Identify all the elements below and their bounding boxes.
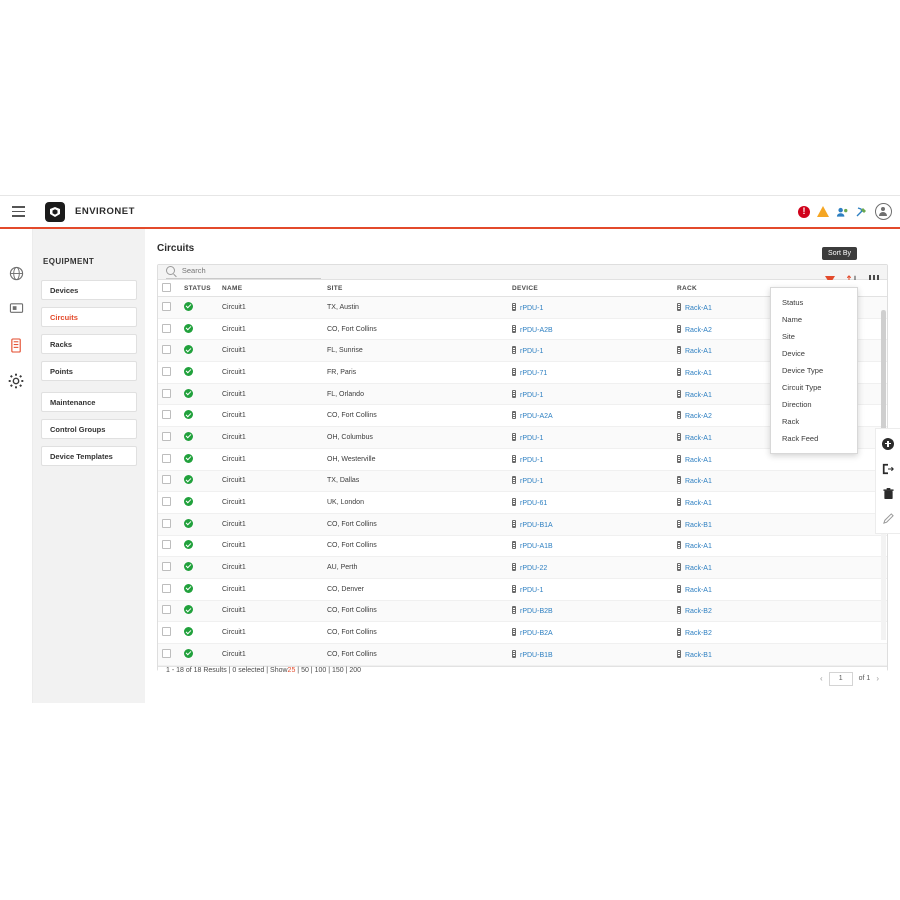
- device-link[interactable]: rPDU-61: [520, 500, 548, 508]
- row-checkbox[interactable]: [162, 540, 171, 549]
- device-link[interactable]: rPDU-1: [520, 391, 544, 399]
- row-checkbox[interactable]: [162, 345, 171, 354]
- row-status-cell: [180, 578, 218, 600]
- row-status-cell: [180, 297, 218, 319]
- row-status-cell: [180, 405, 218, 427]
- menu-icon[interactable]: [5, 199, 31, 225]
- search-icon: [166, 266, 175, 275]
- row-status-cell: [180, 600, 218, 622]
- status-ok-icon: [184, 302, 193, 311]
- rack-icon: [677, 585, 681, 593]
- circuits-panel: [157, 250, 888, 684]
- column-header-name[interactable]: NAME: [218, 280, 323, 297]
- action-bar: [875, 428, 900, 534]
- sort-menu-item-status[interactable]: Status: [782, 298, 804, 307]
- row-device-cell[interactable]: [508, 492, 673, 514]
- sidebar-item-maintenance[interactable]: [41, 392, 137, 412]
- application-window: [0, 195, 900, 701]
- row-name-cell: Circuit1: [218, 622, 323, 644]
- row-device-cell[interactable]: [508, 383, 673, 405]
- row-select-cell[interactable]: [158, 535, 180, 557]
- row-device-cell[interactable]: [508, 644, 673, 666]
- row-select-cell[interactable]: [158, 405, 180, 427]
- device-link[interactable]: rPDU-B1A: [520, 521, 553, 529]
- rack-icon: [677, 650, 681, 658]
- row-checkbox[interactable]: [162, 389, 171, 398]
- status-ok-icon: [184, 345, 193, 354]
- row-checkbox[interactable]: [162, 497, 171, 506]
- sidebar-item-devices[interactable]: [41, 280, 137, 300]
- row-name-cell: Circuit1: [218, 405, 323, 427]
- rack-icon: [677, 520, 681, 528]
- row-select-cell[interactable]: [158, 557, 180, 579]
- sidebar-item-control-groups[interactable]: [41, 419, 137, 439]
- row-device-cell[interactable]: [508, 405, 673, 427]
- row-site-cell: OH, Columbus: [323, 427, 508, 449]
- device-icon: [512, 520, 516, 528]
- device-icon: [512, 498, 516, 506]
- row-select-cell[interactable]: [158, 318, 180, 340]
- device-icon: [512, 433, 516, 441]
- icon-rail: [0, 229, 33, 703]
- row-site-cell: TX, Dallas: [323, 470, 508, 492]
- device-link[interactable]: rPDU-A2B: [520, 326, 553, 334]
- main-content: [145, 229, 900, 703]
- row-status-cell: [180, 644, 218, 666]
- row-device-cell[interactable]: [508, 513, 673, 535]
- row-select-cell[interactable]: [158, 427, 180, 449]
- row-status-cell: [180, 427, 218, 449]
- row-device-cell[interactable]: [508, 622, 673, 644]
- page-size-sep-4: |: [343, 666, 350, 674]
- row-device-cell[interactable]: [508, 427, 673, 449]
- row-select-cell[interactable]: [158, 513, 180, 535]
- row-device-cell[interactable]: [508, 578, 673, 600]
- sort-menu-item-device-type[interactable]: Device Type: [782, 366, 824, 375]
- row-rack-cell[interactable]: [673, 600, 887, 622]
- page-count-label: of 1: [858, 675, 871, 683]
- row-select-cell[interactable]: [158, 492, 180, 514]
- add-icon[interactable]: [882, 437, 895, 450]
- device-link[interactable]: rPDU-1: [520, 434, 544, 442]
- rack-link[interactable]: Rack-A1: [685, 543, 712, 551]
- status-ok-icon: [184, 584, 193, 593]
- sidebar: [33, 229, 145, 703]
- rack-icon: [677, 563, 681, 571]
- device-icon: [512, 411, 516, 419]
- row-checkbox[interactable]: [162, 367, 171, 376]
- device-icon: [512, 563, 516, 571]
- rack-link[interactable]: Rack-A1: [685, 478, 712, 486]
- rack-link[interactable]: Rack-A1: [685, 391, 712, 399]
- sidebar-item-device-templates[interactable]: [41, 446, 137, 466]
- device-icon: [512, 346, 516, 354]
- warning-icon[interactable]: [817, 206, 829, 217]
- device-icon: [512, 541, 516, 549]
- row-site-cell: FR, Paris: [323, 362, 508, 384]
- device-link[interactable]: rPDU-1: [520, 456, 544, 464]
- status-ok-icon: [184, 497, 193, 506]
- row-status-cell: [180, 383, 218, 405]
- row-rack-cell[interactable]: [673, 578, 887, 600]
- row-checkbox[interactable]: [162, 324, 171, 333]
- row-name-cell: Circuit1: [218, 448, 323, 470]
- rack-link[interactable]: Rack-B1: [685, 651, 712, 659]
- rack-icon: [677, 346, 681, 354]
- device-link[interactable]: rPDU-71: [520, 369, 548, 377]
- sort-by-tooltip: Sort By: [822, 247, 857, 260]
- row-select-cell[interactable]: [158, 383, 180, 405]
- row-status-cell: [180, 535, 218, 557]
- status-ok-icon: [184, 519, 193, 528]
- row-name-cell: Circuit1: [218, 513, 323, 535]
- rack-link[interactable]: Rack-A1: [685, 348, 712, 356]
- row-site-cell: UK, London: [323, 492, 508, 514]
- row-status-cell: [180, 340, 218, 362]
- rail-item-equipment[interactable]: [7, 336, 25, 354]
- rack-icon: [677, 411, 681, 419]
- row-checkbox[interactable]: [162, 649, 171, 658]
- rack-link[interactable]: Rack-A1: [685, 500, 712, 508]
- row-status-cell: [180, 492, 218, 514]
- row-rack-cell[interactable]: [673, 622, 887, 644]
- edit-icon[interactable]: [882, 512, 895, 525]
- rack-link[interactable]: Rack-A1: [685, 586, 712, 594]
- row-checkbox[interactable]: [162, 410, 171, 419]
- rail-item-monitor[interactable]: [7, 300, 25, 318]
- device-icon: [512, 390, 516, 398]
- rack-icon: [677, 390, 681, 398]
- row-status-cell: [180, 622, 218, 644]
- page-size-50[interactable]: 50: [301, 666, 309, 674]
- row-site-cell: CO, Fort Collins: [323, 535, 508, 557]
- row-device-cell[interactable]: [508, 535, 673, 557]
- table-footer: [158, 666, 887, 684]
- table-row[interactable]: [158, 535, 887, 557]
- column-header-site[interactable]: SITE: [323, 280, 508, 297]
- pagination: [820, 667, 879, 691]
- row-rack-cell[interactable]: [673, 557, 887, 579]
- device-icon: [512, 368, 516, 376]
- device-link[interactable]: rPDU-B1B: [520, 651, 553, 659]
- row-device-cell[interactable]: [508, 557, 673, 579]
- sort-by-menu[interactable]: [770, 287, 858, 454]
- rack-icon: [677, 606, 681, 614]
- row-checkbox[interactable]: [162, 584, 171, 593]
- results-summary: 1 - 18 of 18 Results | 0 selected | Show: [166, 666, 288, 674]
- logo-icon: [45, 202, 65, 222]
- row-site-cell: CO, Fort Collins: [323, 405, 508, 427]
- device-link[interactable]: rPDU-A2A: [520, 413, 553, 421]
- search-input[interactable]: [180, 265, 321, 276]
- sort-menu-item-rack[interactable]: Rack: [782, 417, 800, 426]
- status-ok-icon: [184, 367, 193, 376]
- rack-icon: [677, 628, 681, 636]
- table-row[interactable]: [158, 600, 887, 622]
- sidebar-item-label: Racks: [50, 339, 73, 349]
- row-checkbox[interactable]: [162, 627, 171, 636]
- page-size-150[interactable]: 150: [331, 666, 344, 674]
- status-ok-icon: [184, 649, 193, 658]
- row-select-cell[interactable]: [158, 297, 180, 319]
- row-checkbox[interactable]: [162, 475, 171, 484]
- row-rack-cell[interactable]: [673, 644, 887, 666]
- page-size-sep-2: |: [308, 666, 315, 674]
- device-icon: [512, 303, 516, 311]
- page-size-25[interactable]: 25: [287, 666, 296, 674]
- row-device-cell[interactable]: [508, 600, 673, 622]
- device-icon: [512, 628, 516, 636]
- rack-icon: [677, 433, 681, 441]
- rack-link[interactable]: Rack-A1: [685, 434, 712, 442]
- table-row[interactable]: [158, 578, 887, 600]
- rack-icon: [677, 303, 681, 311]
- row-name-cell: Circuit1: [218, 600, 323, 622]
- row-select-cell[interactable]: [158, 622, 180, 644]
- status-ok-icon: [184, 324, 193, 333]
- row-name-cell: Circuit1: [218, 297, 323, 319]
- row-select-cell[interactable]: [158, 600, 180, 622]
- device-icon: [512, 650, 516, 658]
- app-body: [0, 229, 900, 703]
- rack-icon: [677, 368, 681, 376]
- rack-link[interactable]: Rack-A1: [685, 304, 712, 312]
- row-device-cell[interactable]: [508, 297, 673, 319]
- table-row[interactable]: [158, 622, 887, 644]
- device-link[interactable]: rPDU-1: [520, 304, 544, 312]
- table-row[interactable]: [158, 470, 887, 492]
- sidebar-item-label: Control Groups: [50, 424, 106, 434]
- sort-menu-item-device[interactable]: Device: [782, 349, 805, 358]
- row-name-cell: Circuit1: [218, 535, 323, 557]
- row-select-cell[interactable]: [158, 448, 180, 470]
- sidebar-item-label: Device Templates: [50, 451, 113, 461]
- row-site-cell: FL, Sunrise: [323, 340, 508, 362]
- row-status-cell: [180, 362, 218, 384]
- row-select-cell[interactable]: [158, 362, 180, 384]
- table-row[interactable]: [158, 557, 887, 579]
- device-icon: [512, 585, 516, 593]
- row-name-cell: Circuit1: [218, 362, 323, 384]
- row-name-cell: Circuit1: [218, 340, 323, 362]
- rack-link[interactable]: Rack-A1: [685, 369, 712, 377]
- delete-icon[interactable]: [882, 487, 895, 500]
- row-site-cell: FL, Orlando: [323, 383, 508, 405]
- users-icon[interactable]: [836, 206, 849, 218]
- rail-item-globe[interactable]: [7, 264, 25, 282]
- row-select-cell[interactable]: [158, 644, 180, 666]
- device-link[interactable]: rPDU-22: [520, 565, 548, 573]
- next-page-button[interactable]: ›: [876, 674, 879, 684]
- sort-menu-item-site[interactable]: Site: [782, 332, 795, 341]
- column-header-device[interactable]: DEVICE: [508, 280, 673, 297]
- row-status-cell: [180, 448, 218, 470]
- column-header-status[interactable]: STATUS: [180, 280, 218, 297]
- rack-link[interactable]: Rack-A1: [685, 565, 712, 573]
- status-ok-icon: [184, 454, 193, 463]
- top-bar: [0, 196, 900, 229]
- row-rack-cell[interactable]: [673, 492, 887, 514]
- brand-title: ENVIRONET: [75, 206, 135, 217]
- table-row[interactable]: [158, 513, 887, 535]
- sort-menu-item-name[interactable]: Name: [782, 315, 803, 324]
- status-ok-icon: [184, 475, 193, 484]
- sort-menu-item-circuit-type[interactable]: Circuit Type: [782, 383, 822, 392]
- table-toolbar: [158, 250, 887, 280]
- row-device-cell[interactable]: [508, 318, 673, 340]
- rack-link[interactable]: Rack-A2: [685, 326, 712, 334]
- device-link[interactable]: rPDU-1: [520, 348, 544, 356]
- sidebar-item-label: Points: [50, 366, 73, 376]
- sidebar-item-label: Devices: [50, 285, 79, 295]
- sort-menu-item-direction[interactable]: Direction: [782, 400, 812, 409]
- page-size-200[interactable]: 200: [349, 666, 362, 674]
- row-select-cell[interactable]: [158, 578, 180, 600]
- row-site-cell: AU, Perth: [323, 557, 508, 579]
- device-icon: [512, 455, 516, 463]
- tools-icon[interactable]: [856, 206, 868, 218]
- table-row[interactable]: [158, 492, 887, 514]
- rack-link[interactable]: Rack-B2: [685, 630, 712, 638]
- page-size-sep-3: |: [326, 666, 332, 674]
- row-site-cell: TX, Austin: [323, 297, 508, 319]
- status-ok-icon: [184, 605, 193, 614]
- row-status-cell: [180, 318, 218, 340]
- sidebar-item-label: Maintenance: [50, 397, 96, 407]
- status-ok-icon: [184, 432, 193, 441]
- row-rack-cell[interactable]: [673, 470, 887, 492]
- row-rack-cell[interactable]: [673, 535, 887, 557]
- row-checkbox[interactable]: [162, 432, 171, 441]
- table-row[interactable]: [158, 644, 887, 666]
- status-ok-icon: [184, 410, 193, 419]
- row-device-cell[interactable]: [508, 362, 673, 384]
- device-icon: [512, 476, 516, 484]
- row-rack-cell[interactable]: [673, 513, 887, 535]
- row-site-cell: CO, Fort Collins: [323, 318, 508, 340]
- row-site-cell: CO, Denver: [323, 578, 508, 600]
- error-icon[interactable]: [798, 206, 810, 218]
- row-site-cell: CO, Fort Collins: [323, 600, 508, 622]
- row-select-cell[interactable]: [158, 470, 180, 492]
- rack-icon: [677, 325, 681, 333]
- rack-link[interactable]: Rack-A2: [685, 413, 712, 421]
- row-site-cell: CO, Fort Collins: [323, 622, 508, 644]
- status-ok-icon: [184, 562, 193, 571]
- row-status-cell: [180, 470, 218, 492]
- device-link[interactable]: rPDU-B2A: [520, 630, 553, 638]
- sidebar-title: EQUIPMENT: [43, 257, 95, 266]
- device-link[interactable]: rPDU-1: [520, 586, 544, 594]
- page-number-input[interactable]: 1: [829, 672, 853, 686]
- page-title: Circuits: [157, 243, 195, 254]
- row-name-cell: Circuit1: [218, 318, 323, 340]
- rack-icon: [677, 541, 681, 549]
- status-ok-icon: [184, 627, 193, 636]
- device-link[interactable]: rPDU-A1B: [520, 543, 553, 551]
- search-box[interactable]: [166, 265, 321, 279]
- row-name-cell: Circuit1: [218, 383, 323, 405]
- row-name-cell: Circuit1: [218, 470, 323, 492]
- row-checkbox[interactable]: [162, 562, 171, 571]
- rail-item-settings[interactable]: [7, 372, 25, 390]
- row-device-cell[interactable]: [508, 470, 673, 492]
- export-icon[interactable]: [882, 462, 895, 475]
- rack-icon: [677, 455, 681, 463]
- sidebar-item-label: Circuits: [50, 312, 78, 322]
- page-size-100[interactable]: 100: [314, 666, 327, 674]
- rack-link[interactable]: Rack-A1: [685, 456, 712, 464]
- device-link[interactable]: rPDU-1: [520, 478, 544, 486]
- row-checkbox[interactable]: [162, 302, 171, 311]
- row-site-cell: CO, Fort Collins: [323, 644, 508, 666]
- row-status-cell: [180, 513, 218, 535]
- page-size-sep-1: |: [295, 666, 302, 674]
- account-icon[interactable]: [875, 203, 892, 220]
- top-bar-actions: [798, 196, 892, 227]
- status-ok-icon: [184, 389, 193, 398]
- status-ok-icon: [184, 540, 193, 549]
- sidebar-item-points[interactable]: [41, 361, 137, 381]
- rack-icon: [677, 476, 681, 484]
- rack-icon: [677, 498, 681, 506]
- column-header-rack[interactable]: RACK: [673, 280, 887, 297]
- row-name-cell: Circuit1: [218, 578, 323, 600]
- prev-page-button[interactable]: ‹: [819, 674, 823, 684]
- row-site-cell: CO, Fort Collins: [323, 513, 508, 535]
- select-all-header[interactable]: [158, 280, 180, 297]
- row-device-cell[interactable]: [508, 448, 673, 470]
- device-icon: [512, 606, 516, 614]
- row-site-cell: OH, Westerville: [323, 448, 508, 470]
- row-name-cell: Circuit1: [218, 557, 323, 579]
- device-icon: [512, 325, 516, 333]
- row-checkbox[interactable]: [162, 519, 171, 528]
- rack-link[interactable]: Rack-B2: [685, 608, 712, 616]
- row-name-cell: Circuit1: [218, 427, 323, 449]
- row-status-cell: [180, 557, 218, 579]
- row-checkbox[interactable]: [162, 605, 171, 614]
- device-link[interactable]: rPDU-B2B: [520, 608, 553, 616]
- row-name-cell: Circuit1: [218, 492, 323, 514]
- rack-link[interactable]: Rack-B1: [685, 521, 712, 529]
- sidebar-item-circuits[interactable]: [41, 307, 137, 327]
- select-all-checkbox[interactable]: [162, 283, 171, 292]
- row-checkbox[interactable]: [162, 454, 171, 463]
- row-device-cell[interactable]: [508, 340, 673, 362]
- row-name-cell: Circuit1: [218, 644, 323, 666]
- row-select-cell[interactable]: [158, 340, 180, 362]
- sidebar-item-racks[interactable]: [41, 334, 137, 354]
- sort-menu-item-rack-feed[interactable]: Rack Feed: [782, 434, 819, 443]
